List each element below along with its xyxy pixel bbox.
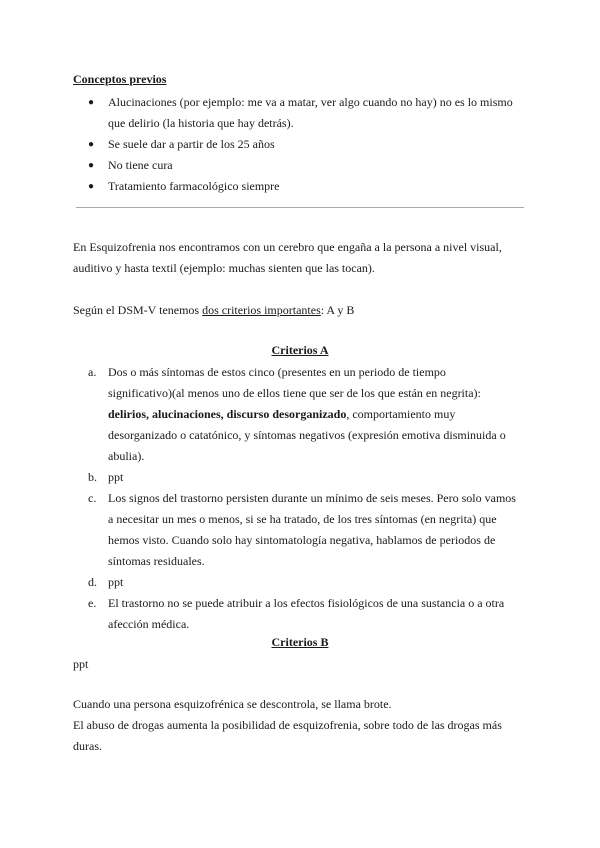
list-item (88, 155, 538, 176)
list-item-text: síntomas residuales. (108, 554, 205, 568)
criterios-a-list (88, 362, 538, 635)
bullet-icon: ● (88, 181, 95, 192)
section-title-conceptos-previos: Conceptos previos (73, 72, 167, 86)
conceptos-list (88, 92, 538, 197)
list-item (88, 362, 538, 467)
list-item-text: hemos visto. Cuando solo hay sintomatología negativa, hablamos de periodos de (108, 533, 496, 547)
list-item-text: significativo)(al menos uno de ellos tiene que ser de los que están en negrita): (108, 386, 481, 400)
list-item (88, 467, 538, 488)
list-item-text: delirios, alucinaciones, discurso desorganizado, comportamiento muy (108, 407, 456, 421)
intro-paragraph (73, 237, 533, 279)
list-item (88, 572, 538, 593)
list-item (88, 176, 538, 197)
bullet-icon: ● (88, 97, 95, 108)
bold-text: delirios, alucinaciones, discurso desorganizado (108, 407, 347, 421)
list-marker: e. (88, 596, 97, 610)
list-item-text: a necesitar un mes o menos, si se ha tratado, de los tres síntomas (en negrita) que (108, 512, 497, 526)
list-item-text: Tratamiento farmacológico siempre (108, 179, 280, 193)
list-item (88, 593, 538, 635)
horizontal-divider (76, 207, 524, 208)
list-marker: d. (88, 575, 97, 589)
list-item-text: ppt (108, 470, 124, 484)
underlined-text: dos criterios importantes (202, 303, 321, 317)
list-item (88, 488, 538, 572)
paragraph-line: auditivo y hasta textil (ejemplo: muchas sienten que las tocan). (73, 261, 375, 275)
paragraph-line: El abuso de drogas aumenta la posibilidad de esquizofrenia, sobre todo de las drogas más (73, 718, 502, 732)
paragraph-line: duras. (73, 739, 102, 753)
bullet-icon: ● (88, 160, 95, 171)
list-item-text: Alucinaciones (por ejemplo: me va a matar, ver algo cuando no hay) no es lo mismo (108, 95, 513, 109)
list-item-text: ppt (108, 575, 124, 589)
list-item-text: Dos o más síntomas de estos cinco (presentes en un periodo de tiempo (108, 365, 446, 379)
section-title-criterios-b: Criterios B (271, 635, 329, 649)
list-item-text: afección médica. (108, 617, 190, 631)
list-marker: b. (88, 470, 97, 484)
bullet-icon: ● (88, 139, 95, 150)
list-item-text: desorganizado o catatónico, y síntomas negativos (expresión emotiva disminuida o (108, 428, 506, 442)
section-title-criterios-a: Criterios A (271, 343, 329, 357)
list-item-text: abulia). (108, 449, 145, 463)
list-marker: c. (88, 491, 97, 505)
paragraph-line: Cuando una persona esquizofrénica se descontrola, se llama brote. (73, 697, 392, 711)
list-item (88, 134, 538, 155)
list-item-text: Se suele dar a partir de los 25 años (108, 137, 275, 151)
list-item-text: Los signos del trastorno persisten durante un mínimo de seis meses. Pero solo vamos (108, 491, 516, 505)
list-item-text: que delirio (la historia que hay detrás). (108, 116, 294, 130)
dsm-paragraph: Según el DSM-V tenemos dos criterios importantes: A y B (73, 303, 355, 317)
criterios-b-text: ppt (73, 657, 89, 671)
closing-paragraph (73, 694, 533, 757)
paragraph-line: En Esquizofrenia nos encontramos con un cerebro que engaña a la persona a nivel visual, (73, 240, 502, 254)
list-item-text: No tiene cura (108, 158, 173, 172)
list-item-text: El trastorno no se puede atribuir a los efectos fisiológicos de una sustancia o a otra (108, 596, 505, 610)
list-item (88, 92, 538, 134)
list-marker: a. (88, 365, 97, 379)
